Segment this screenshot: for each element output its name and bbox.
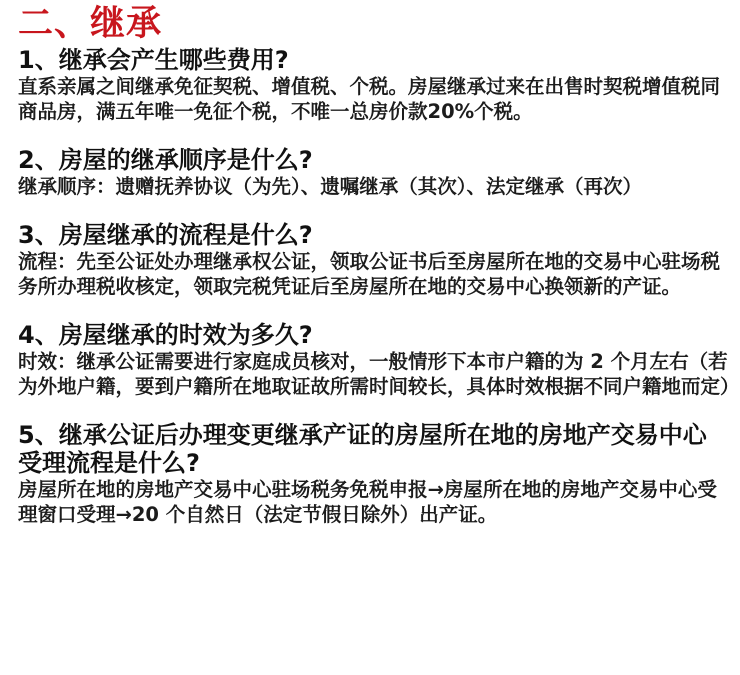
question-3: 3、房屋继承的流程是什么? <box>18 221 313 249</box>
answer-3: 流程：先至公证处办理继承权公证，领取公证书后至房屋所在地的交易中心驻场税务所办理税收核定，领取完税凭证后至房屋所在地的交易中心换领新的产证。 <box>18 250 721 298</box>
qa-item-2 <box>18 146 730 199</box>
answer-5: 房屋所在地的房地产交易中心驻场税务免税申报→房屋所在地的房地产交易中心受理窗口受理→20 个自然日（法定节假日除外）出产证。 <box>18 478 717 526</box>
section-title: 二、继承 <box>18 4 163 44</box>
answer-1: 直系亲属之间继承免征契税、增值税、个税。房屋继承过来在出售时契税增值税同商品房，满五年唯一免征个税，不唯一总房价款20%个税。 <box>18 75 721 123</box>
answer-4: 时效：继承公证需要进行家庭成员核对，一般情形下本市户籍的为 2 个月左右（若为外地户籍，要到户籍所在地取证故所需时间较长，具体时效根据不同户籍地而定） <box>18 350 740 398</box>
question-2: 2、房屋的继承顺序是什么? <box>18 146 313 174</box>
qa-item-5 <box>18 421 730 527</box>
document-page <box>18 0 740 527</box>
qa-item-4 <box>18 321 740 399</box>
question-5: 5、继承公证后办理变更继承产证的房屋所在地的房地产交易中心受理流程是什么? <box>18 421 707 477</box>
qa-item-3 <box>18 221 730 299</box>
qa-item-1 <box>18 46 730 124</box>
question-1: 1、继承会产生哪些费用? <box>18 46 289 74</box>
question-4: 4、房屋继承的时效为多久? <box>18 321 313 349</box>
answer-2: 继承顺序：遗赠抚养协议（为先）、遗嘱继承（其次）、法定继承（再次） <box>18 175 643 198</box>
